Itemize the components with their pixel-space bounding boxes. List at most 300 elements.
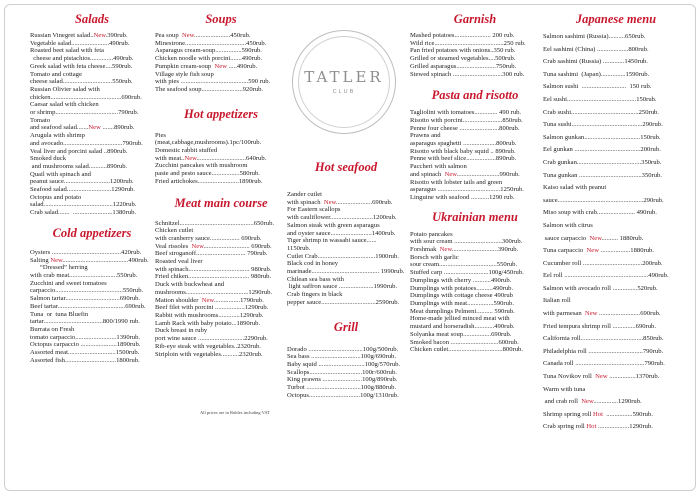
menu-item-text: Grilled asparagus........................750rub. [410, 62, 517, 70]
menu-item-text: Mashed potatoes...................... 200 rub. [410, 32, 515, 39]
meat-main-course-list [155, 220, 287, 359]
menu-item [543, 144, 689, 157]
menu-item-text: Risotto with black baby squid .. 890rub. [410, 147, 516, 155]
menu-item [30, 86, 154, 94]
menu-item [30, 249, 154, 257]
menu-item-text: Stewed spinach ..............................300 rub. [410, 70, 525, 78]
menu-item-text: Crab spring roll [543, 423, 587, 431]
menu-item-text: Salting [30, 256, 51, 264]
menu-item [410, 285, 540, 293]
menu-item [287, 206, 405, 214]
menu-item [410, 163, 540, 171]
menu-item-text: Crab sashimi (Russia) .............1450rub. [543, 58, 648, 66]
menu-item [30, 201, 154, 209]
menu-item-text: Rib-eye steak with vegetables..2320rub. [155, 342, 261, 350]
menu-item [543, 258, 689, 271]
menu-item-text: Zucchini pancakes with mushroom [155, 162, 248, 170]
menu-item-text: Tagliolini with tomatoes.............. 490 rub. [410, 109, 522, 117]
menu-item [543, 107, 689, 120]
menu-item-text: Salmon with citrus [543, 221, 593, 229]
menu-item-price: ......................690rub. [335, 198, 393, 206]
menu-item [287, 392, 405, 400]
menu-item-text: pepper sauce.................................2590rub. [287, 298, 400, 306]
menu-item-text: Solyanka meat soup.................690rub. [410, 330, 512, 338]
menu-item-text: “Dressed” herring [30, 264, 88, 272]
menu-item [410, 155, 540, 163]
menu-item [30, 295, 154, 303]
menu-item [543, 195, 689, 208]
menu-item-text: Octopus carpaccio ......................1890rub. [30, 341, 141, 349]
menu-item-text: Eel roll ...................................................490rub. [543, 272, 669, 280]
column-1 [30, 12, 154, 482]
menu-item-text: salad..........................................1220rub. [30, 201, 137, 209]
menu-item-price: ..........................990rub. [456, 170, 520, 178]
menu-item [410, 55, 540, 63]
menu-item-text: Paccheri with salmon [410, 163, 467, 171]
column-3 [287, 160, 405, 482]
menu-item [287, 276, 405, 284]
menu-item-text: Meat dumplings Pelmeni.......... 590rub. [410, 307, 515, 315]
menu-item-text: Duck with buckwheat and [155, 281, 225, 289]
menu-item-text: Potato pancakes [410, 230, 453, 238]
menu-item-text: Salmon sushi ........................... 150 rub. [543, 83, 652, 91]
menu-item-text: Warm with tuna [543, 385, 586, 393]
menu-item [543, 170, 689, 183]
menu-item-text: Dumplings with meat................590rub. [410, 299, 514, 307]
menu-item-text: Rabbit with mushrooms.............1290rub. [155, 311, 264, 319]
salads-list [30, 32, 154, 217]
menu-item [410, 148, 540, 156]
menu-item-tag: Hot [593, 410, 603, 418]
menu-item-text: cheese and pistachios..............490rub. [30, 55, 134, 63]
menu-item [287, 291, 405, 299]
menu-item-text: with spinach [287, 198, 324, 206]
menu-item-text: Fried artichokes.........................1890rub. [155, 177, 263, 185]
menu-item-text: (meat,cabbage,mushrooms).1pc/100rub. [155, 139, 262, 147]
menu-item-text: Matton shoulder [155, 296, 202, 304]
menu-item [155, 170, 287, 178]
menu-item [155, 273, 287, 281]
menu-item [155, 32, 287, 40]
hot-appetizers-list [155, 132, 287, 186]
menu-item [410, 186, 540, 194]
menu-item-text: and seafood salad....... [30, 124, 89, 132]
menu-item [287, 222, 405, 230]
menu-item [155, 86, 287, 94]
menu-item-text: Crab salad....... ........................1380rub. [30, 209, 137, 217]
menu-item-text: Octopus...............................100g/1310rub. [287, 391, 399, 399]
menu-item [30, 148, 154, 156]
menu-item-text: Canada roll ..........................................790rub. [543, 360, 665, 368]
menu-item-text: sauce....................................................290rub. [543, 196, 664, 204]
menu-item [30, 155, 154, 163]
menu-item-tag: New [584, 310, 598, 318]
menu-item [155, 351, 287, 359]
menu-item [543, 119, 689, 132]
menu-item-text: tartar....................................800/1990 rub. [30, 318, 140, 326]
menu-item [543, 132, 689, 145]
menu-item-price: .....490rub. [226, 62, 258, 70]
menu-item-text: with cranberry sauce.................. 690rub. [155, 234, 262, 242]
menu-item [155, 162, 287, 170]
menu-item-text: or shrimp......................................790rub. [30, 109, 139, 117]
menu-item [155, 312, 287, 320]
menu-item-text: paste and pesto sauce.................580rub. [155, 170, 260, 178]
menu-item [30, 171, 154, 179]
menu-item [30, 40, 154, 48]
menu-item-text: Octopus and potato [30, 193, 82, 201]
menu-item-price: ..............................640rub. [196, 154, 267, 162]
menu-item-text: Roasted veal liver [155, 258, 203, 266]
menu-item [410, 71, 540, 79]
menu-item-text: 1150rub. [287, 244, 311, 252]
column-4 [410, 12, 540, 482]
menu-item-tag: New [93, 32, 106, 39]
menu-item [543, 346, 689, 359]
menu-item-tag: New [181, 32, 194, 39]
menu-item-text: Chicken cutlet.................................800rub. [410, 346, 523, 354]
menu-item-text: Arugula with shrimp [30, 132, 85, 140]
menu-item [30, 334, 154, 342]
menu-item-text: Philadelphia roll .................................790rub. [543, 347, 664, 355]
menu-item [410, 254, 540, 262]
menu-item-text: Veal liver and porcini salad ..890rub. [30, 147, 128, 155]
menu-item [30, 257, 154, 265]
menu-item-text: Tuna sashimi (Japan)...............1590rub. [543, 70, 650, 78]
menu-item [543, 157, 689, 170]
menu-item-text: Risotto with lobster tails and green [410, 178, 503, 186]
menu-item-price: ......................450rub. [193, 32, 251, 39]
menu-item [155, 220, 287, 228]
section-title-salads: Salads [74, 12, 110, 26]
menu-item-text: Tiger shrimp in wassabi sauce...... [287, 237, 377, 245]
menu-item-text: Schnitzel.............................................650rub. [155, 219, 275, 227]
menu-item [30, 349, 154, 357]
menu-item [30, 32, 154, 40]
menu-item-price: ................590rub. [602, 410, 653, 418]
menu-item-tag: New [214, 62, 227, 70]
menu-item [155, 63, 287, 71]
menu-item [287, 353, 405, 361]
section-title-pasta-and-risotto: Pasta and risotto [431, 88, 519, 103]
menu-item [287, 376, 405, 384]
menu-item [30, 341, 154, 349]
menu-item-text: Smoked bacon .............................600rub. [410, 338, 519, 346]
menu-item [155, 343, 287, 351]
menu-item-text: Chicken cutlet [155, 227, 194, 235]
section-title-soups: Soups [205, 12, 237, 26]
menu-item-text: Penne with beef slice..................890rub. [410, 155, 517, 163]
menu-item-text: light saffron sauce .....................1990rub. [287, 283, 398, 291]
menu-item-tag: New [201, 296, 214, 304]
menu-item [410, 292, 540, 300]
menu-item [543, 220, 689, 233]
menu-item [543, 233, 689, 246]
menu-item-tag: New [589, 234, 602, 242]
section-title-japanese-menu: Japanese menu [575, 12, 657, 26]
menu-item [410, 47, 540, 55]
menu-item-text: Burrata on Fresh [30, 325, 75, 333]
menu-item [410, 261, 540, 269]
menu-item [155, 178, 287, 186]
menu-item-text: Pies [155, 131, 166, 139]
menu-item-text: Smoked duck [30, 155, 67, 163]
menu-item-text: Roasted beet salad with feta [30, 47, 104, 55]
menu-item [410, 109, 540, 117]
menu-item [30, 47, 154, 55]
column-2 [155, 12, 287, 412]
menu-item-text: Home-made jellied minced meat with [410, 315, 510, 323]
menu-item-text: Prawns and [410, 132, 441, 140]
menu-item [543, 283, 689, 296]
menu-item [155, 258, 287, 266]
menu-item [30, 280, 154, 288]
menu-item [543, 182, 689, 195]
menu-item-text: Quail with spinach and [30, 170, 91, 178]
menu-item-text: with spinach..................................... 980rub. [155, 265, 272, 273]
menu-item [543, 371, 689, 384]
menu-item [410, 231, 540, 239]
menu-item [155, 304, 287, 312]
menu-item-text: Turbot .................................100g/880rub. [287, 384, 397, 392]
menu-item-text: For Eastern scallops [287, 206, 341, 214]
ukrainian-menu-list [410, 231, 540, 354]
menu-item-text: Beef filet with porcini ..................1290rub. [155, 304, 269, 312]
menu-item [287, 245, 405, 253]
menu-item-text: with meat.. [155, 154, 185, 162]
column-5 [543, 12, 689, 487]
menu-item [30, 311, 154, 319]
menu-item [410, 323, 540, 331]
menu-item [287, 253, 405, 261]
menu-item-text: Salmon sashimi (Russia)..........650rub. [543, 33, 646, 40]
grill-list [287, 346, 405, 400]
menu-item [410, 40, 540, 48]
menu-item [543, 94, 689, 107]
menu-item-text: Black cod in honey [287, 260, 339, 268]
menu-item-text: Fried chiken..................................... 980rub. [155, 273, 272, 281]
menu-item-text: marinade......................................... 1990rub. [287, 268, 405, 276]
menu-item-text: Tuna gunkan ......................................350rub. [543, 171, 662, 179]
menu-item [155, 155, 287, 163]
menu-item-text: Tomato [30, 116, 51, 124]
menu-item-text: California roll......................................850rub. [543, 335, 664, 343]
menu-item-text: Greek salad with feta cheese....590rub. [30, 62, 133, 70]
menu-item-text: with pies .........................................590 rub. [155, 78, 271, 86]
menu-item-text: Duck breast in ruby [155, 327, 208, 335]
garnish-list [410, 32, 540, 78]
menu-item-text: port wine sauce ............................2290rub. [155, 335, 268, 343]
japanese-menu-list [543, 31, 689, 434]
menu-item [155, 227, 287, 235]
menu-item [155, 250, 287, 258]
menu-item [287, 237, 405, 245]
menu-item-text: Pumpkin cream-soup [155, 62, 215, 70]
menu-item [30, 94, 154, 102]
menu-item-price: ........................................490rub. [62, 256, 149, 264]
menu-item [30, 186, 154, 194]
menu-item [543, 333, 689, 346]
menu-item [287, 260, 405, 268]
menu-item [155, 297, 287, 305]
menu-item-text: Tuna carpaccio [543, 247, 587, 255]
menu-item [410, 315, 540, 323]
menu-item-text: Stuffed carp ...........................100g/450rub. [410, 269, 524, 277]
menu-item-price: ................1790rub. [213, 296, 264, 304]
menu-item-tag: New [191, 242, 204, 250]
menu-item-text: Baby squid ............................100g/570rub. [287, 360, 401, 368]
menu-item [410, 269, 540, 277]
menu-item-text: and oyster sauce.........................1400rub. [287, 229, 396, 237]
menu-item [543, 207, 689, 220]
menu-item [30, 264, 154, 272]
menu-item [287, 191, 405, 199]
menu-item-text: and avocado....................................790rub. [30, 139, 143, 147]
menu-item [287, 361, 405, 369]
menu-item-text: Salmon gunkan..................................150rub. [543, 133, 661, 141]
menu-item-text: asparagus spaghetti ....................800rub. [410, 140, 517, 148]
logo-name: TATLER [304, 68, 384, 86]
menu-item-tag: New [581, 398, 594, 406]
menu-item-text: Cucumber roll ....................................200rub. [543, 259, 663, 267]
menu-item [287, 230, 405, 238]
logo-sub: CLUB [332, 89, 356, 95]
menu-item-price: ................1370rub. [607, 373, 660, 381]
menu-item-text: Wild rice..........................................250 rub. [410, 39, 526, 47]
menu-item-text: Tuna or tuna Bluefin [30, 310, 89, 318]
menu-item-price: .......890rub. [100, 124, 135, 132]
menu-item-text: cheese salad..............................550rub. [30, 78, 133, 86]
menu-item-text: Dumplings with potatoes..........490rub. [410, 284, 514, 292]
menu-item [30, 124, 154, 132]
menu-item-text: with crab meat.............................550rub. [30, 271, 138, 279]
menu-item-text: Fried tempura shrimp roll ..............690rub. [543, 322, 656, 330]
menu-item-text: tomato carpaccio.........................1390rub. [30, 333, 141, 341]
menu-item [30, 71, 154, 79]
menu-item [30, 326, 154, 334]
menu-item-text: Oysters ..........................................420rub. [30, 248, 142, 256]
menu-item [30, 140, 154, 148]
menu-item-text: Tomato and cottage [30, 70, 82, 78]
hot-seafood-list [287, 191, 405, 307]
menu-item-tag: New [184, 154, 197, 162]
menu-item [410, 140, 540, 148]
menu-item-text: and spinach [410, 170, 445, 178]
menu-item [30, 101, 154, 109]
menu-item-text: mustard and horseradish............490rub. [410, 323, 515, 331]
menu-item-tag: Hot [586, 423, 597, 431]
menu-item-text: Crab sushi.........................................250rub. [543, 108, 659, 116]
menu-item [410, 179, 540, 187]
menu-item [410, 331, 540, 339]
menu-item-text: Minestrone.....................................450rub. [155, 39, 267, 47]
menu-item [155, 147, 287, 155]
menu-item [30, 303, 154, 311]
menu-item [410, 277, 540, 285]
menu-item-text: Scallops................................100г/600rub. [287, 368, 397, 376]
menu-item-text: Russian Olivier salad with [30, 85, 100, 93]
menu-item-tag: New [323, 198, 336, 206]
section-title-cold-appetizers: Cold appetizers [52, 225, 132, 240]
menu-item-text: Grilled or steamed vegetables....500rub. [410, 55, 516, 63]
menu-item [543, 245, 689, 258]
menu-item [543, 384, 689, 397]
menu-item-text: Linguine with seafood ...........1290 rub. [410, 193, 515, 201]
menu-item-text: Eel sushi..........................................150rub. [543, 95, 657, 103]
menu-item-text: Asparagus cream-soup................590rub. [155, 47, 262, 55]
tatler-club-logo [292, 30, 396, 134]
menu-item-text: Zander cutlet [287, 191, 322, 198]
menu-item-tag: New [595, 373, 608, 381]
section-title-garnish: Garnish [453, 12, 497, 26]
menu-item-text: Penne four cheese ........................800rub. [410, 124, 520, 132]
menu-item [287, 283, 405, 291]
menu-item [287, 199, 405, 207]
menu-item [410, 339, 540, 347]
menu-item [410, 132, 540, 140]
menu-item-text: Assorted fish...............................1800rub. [30, 356, 140, 364]
menu-item [30, 132, 154, 140]
section-title-meat-main-course: Meat main course [174, 195, 268, 210]
menu-item-price: .........................690rub. [597, 310, 661, 318]
menu-item [543, 81, 689, 94]
menu-item-tag: New [50, 256, 63, 264]
menu-item-text: Borsch with garlic [410, 253, 459, 261]
menu-item [155, 132, 287, 140]
menu-item-text: Eel gunkan ........................................200rub. [543, 146, 661, 154]
menu-item [410, 171, 540, 179]
menu-item [410, 238, 540, 246]
menu-item-text: Domestic rabbit stuffed [155, 147, 218, 155]
menu-item-text: Assorted meat.............................1500rub. [30, 349, 140, 357]
menu-item [410, 300, 540, 308]
section-title-ukrainian-menu: Ukrainian menu [432, 209, 518, 224]
menu-item [410, 194, 540, 202]
menu-item-price: .390rub. [105, 32, 128, 39]
menu-item [30, 209, 154, 217]
menu-item-text: Salmon tartar.................................690rub. [30, 295, 141, 303]
menu-item-text: Beef tartar.........................................690rub. [30, 302, 146, 310]
menu-item-price: ...................1290rub. [596, 423, 653, 431]
menu-item-text: mushrooms......................................1290rub. [155, 288, 273, 296]
section-title-grill: Grill [333, 319, 359, 334]
menu-item [543, 409, 689, 422]
menu-item [543, 31, 689, 44]
menu-item [410, 63, 540, 71]
menu-item-text: Lamb Rack with baby potato...1890rub. [155, 319, 261, 327]
menu-item [287, 299, 405, 307]
menu-item [155, 71, 287, 79]
menu-item-text: Crab gunkan.......................................350rub. [543, 158, 662, 166]
menu-item [543, 421, 689, 434]
cold-appetizers-list [30, 249, 154, 365]
menu-item-text: Striploin with vegetables...........2320rub. [155, 350, 263, 358]
menu-item-text: and crab roll [543, 398, 582, 406]
menu-item [543, 69, 689, 82]
menu-item-text: Risotto with porcini........................850rub. [410, 116, 523, 124]
menu-item [30, 178, 154, 186]
menu-item-text: Chilean sea bass with [287, 275, 344, 283]
menu-item [543, 44, 689, 57]
menu-item [410, 346, 540, 354]
menu-item-price: .......... 1880rub. [601, 234, 644, 242]
menu-item [30, 63, 154, 71]
menu-item [155, 235, 287, 243]
menu-item-text: with cauliflower..........................1200rub. [287, 214, 397, 222]
menu-item [410, 117, 540, 125]
menu-item [30, 318, 154, 326]
menu-item [410, 125, 540, 133]
